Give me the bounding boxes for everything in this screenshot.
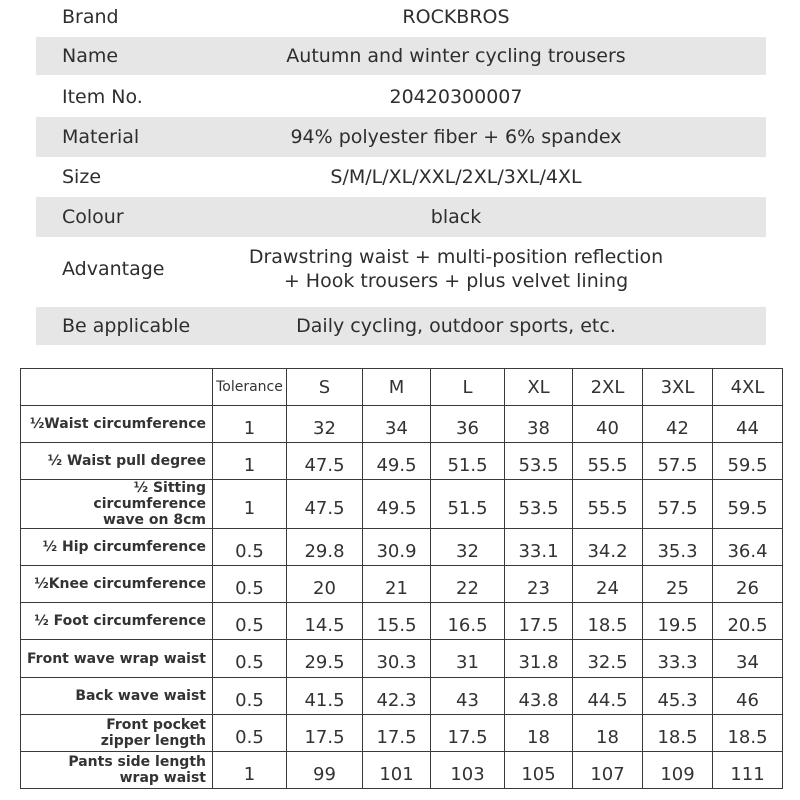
size-value-cell: 32 [287, 406, 363, 443]
size-value-cell: 36.4 [713, 529, 783, 566]
tolerance-cell: 0.5 [213, 529, 287, 566]
size-value-cell: 44 [713, 406, 783, 443]
spec-value [226, 165, 766, 189]
tolerance-cell: 0.5 [213, 640, 287, 678]
size-value-cell: 47.5 [287, 480, 363, 529]
size-value-cell: 47.5 [287, 443, 363, 480]
size-value-cell: 31 [431, 640, 505, 678]
size-value-cell: 29.5 [287, 640, 363, 678]
size-value-cell: 30.9 [363, 529, 431, 566]
size-value-cell: 45.3 [643, 678, 713, 715]
size-value-cell: 22 [431, 566, 505, 603]
measurement-label-line: ½ Hip circumference [42, 539, 206, 555]
size-value-cell: 99 [287, 752, 363, 789]
size-value-cell: 105 [505, 752, 573, 789]
size-value-cell: 40 [573, 406, 643, 443]
measurement-label [21, 566, 213, 603]
size-value-cell: 21 [363, 566, 431, 603]
size-value-cell: 29.8 [287, 529, 363, 566]
size-row [21, 603, 783, 640]
size-value-cell: 57.5 [643, 443, 713, 480]
size-value-cell: 15.5 [363, 603, 431, 640]
size-value-cell: 55.5 [573, 480, 643, 529]
measurement-label-line: wrap waist [119, 770, 206, 786]
size-value-cell: 17.5 [431, 715, 505, 752]
measurement-label-line: ½Waist circumference [29, 416, 206, 432]
measurement-label-line: Pants side length [68, 754, 206, 770]
size-value-cell: 59.5 [713, 480, 783, 529]
size-value-cell: 20.5 [713, 603, 783, 640]
spec-value-line: 20420300007 [389, 86, 523, 108]
size-value-cell: 42.3 [363, 678, 431, 715]
measurement-label-line: wave on 8cm [103, 512, 206, 528]
tolerance-cell: 1 [213, 752, 287, 789]
measurement-label-line: ½Knee circumference [34, 576, 206, 592]
size-chart-table [20, 368, 783, 789]
measurement-label-line: Back wave waist [75, 688, 206, 704]
tolerance-cell: 0.5 [213, 715, 287, 752]
size-value-cell: 17.5 [505, 603, 573, 640]
spec-value-line: Autumn and winter cycling trousers [286, 45, 626, 67]
size-header: 2XL [573, 369, 643, 406]
size-row [21, 752, 783, 789]
tolerance-cell: 1 [213, 443, 287, 480]
size-value-cell: 34 [363, 406, 431, 443]
size-value-cell: 23 [505, 566, 573, 603]
size-header: XL [505, 369, 573, 406]
spec-value [226, 44, 766, 68]
size-row [21, 406, 783, 443]
size-value-cell: 103 [431, 752, 505, 789]
size-value-cell: 44.5 [573, 678, 643, 715]
spec-label: Colour [62, 206, 124, 228]
spec-row [36, 307, 766, 345]
measurement-label-line: zipper length [100, 733, 206, 749]
size-value-cell: 51.5 [431, 443, 505, 480]
size-value-cell: 57.5 [643, 480, 713, 529]
size-value-cell: 38 [505, 406, 573, 443]
size-header: 3XL [643, 369, 713, 406]
measurement-label [21, 529, 213, 566]
spec-row [36, 37, 766, 75]
spec-label: Advantage [62, 258, 165, 280]
size-value-cell: 34.2 [573, 529, 643, 566]
size-value-cell: 53.5 [505, 480, 573, 529]
size-value-cell: 42 [643, 406, 713, 443]
size-value-cell: 18.5 [713, 715, 783, 752]
size-value-cell: 14.5 [287, 603, 363, 640]
size-value-cell: 33.1 [505, 529, 573, 566]
size-value-cell: 43 [431, 678, 505, 715]
size-value-cell: 49.5 [363, 480, 431, 529]
spec-label: Brand [62, 6, 119, 28]
measurement-label [21, 406, 213, 443]
measurement-label-line: Front wave wrap waist [27, 650, 206, 667]
spec-row [36, 0, 766, 34]
size-value-cell: 17.5 [287, 715, 363, 752]
spec-value-line: Drawstring waist + multi-position reflection [248, 246, 664, 268]
tolerance-cell: 0.5 [213, 678, 287, 715]
tolerance-cell: 1 [213, 480, 287, 529]
size-header: S [287, 369, 363, 406]
size-value-cell: 25 [643, 566, 713, 603]
size-value-cell: 19.5 [643, 603, 713, 640]
size-value-cell: 109 [643, 752, 713, 789]
spec-label: Size [62, 166, 102, 188]
size-value-cell: 31.8 [505, 640, 573, 678]
size-value-cell: 101 [363, 752, 431, 789]
size-value-cell: 18.5 [573, 603, 643, 640]
tolerance-cell: 0.5 [213, 603, 287, 640]
measurement-label [21, 715, 213, 752]
spec-label: Item No. [62, 86, 143, 108]
size-value-cell: 26 [713, 566, 783, 603]
tolerance-cell: 1 [213, 406, 287, 443]
tolerance-header: Tolerance [213, 369, 287, 406]
measurement-label [21, 640, 213, 678]
size-row [21, 443, 783, 480]
size-row [21, 566, 783, 603]
size-value-cell: 41.5 [287, 678, 363, 715]
size-value-cell: 18.5 [643, 715, 713, 752]
size-row [21, 715, 783, 752]
spec-value [226, 85, 766, 109]
size-value-cell: 18 [505, 715, 573, 752]
spec-value-line: black [430, 206, 482, 228]
size-value-cell: 53.5 [505, 443, 573, 480]
size-value-cell: 107 [573, 752, 643, 789]
spec-row [36, 78, 766, 116]
size-value-cell: 30.3 [363, 640, 431, 678]
measurement-label-line: ½ Sitting circumference [93, 480, 206, 512]
size-value-cell: 33.3 [643, 640, 713, 678]
size-row [21, 640, 783, 678]
spec-label: Name [62, 45, 119, 67]
measurement-label-line: ½ Foot circumference [34, 613, 206, 629]
size-value-cell: 49.5 [363, 443, 431, 480]
size-value-cell: 24 [573, 566, 643, 603]
spec-row [36, 240, 766, 298]
size-value-cell: 43.8 [505, 678, 573, 715]
spec-value-line: S/M/L/XL/XXL/2XL/3XL/4XL [330, 166, 582, 188]
spec-row [36, 158, 766, 196]
spec-value-line: + Hook trousers + plus velvet lining [283, 270, 629, 292]
measurement-label-line: Front pocket [106, 717, 206, 733]
spec-value [226, 5, 766, 29]
measurement-label [21, 480, 213, 529]
size-value-cell: 18 [573, 715, 643, 752]
spec-value-line: Daily cycling, outdoor sports, etc. [296, 315, 616, 337]
size-value-cell: 55.5 [573, 443, 643, 480]
measurement-label [21, 443, 213, 480]
measurement-label-line: ½ Waist pull degree [47, 453, 206, 469]
size-value-cell: 32.5 [573, 640, 643, 678]
size-value-cell: 17.5 [363, 715, 431, 752]
size-header: L [431, 369, 505, 406]
size-value-cell: 35.3 [643, 529, 713, 566]
measurement-label [21, 603, 213, 640]
size-row [21, 480, 783, 529]
size-value-cell: 20 [287, 566, 363, 603]
size-header-row [21, 369, 783, 406]
size-header: M [363, 369, 431, 406]
size-row [21, 678, 783, 715]
size-value-cell: 32 [431, 529, 505, 566]
size-value-cell: 111 [713, 752, 783, 789]
size-value-cell: 16.5 [431, 603, 505, 640]
spec-label: Be applicable [62, 315, 191, 337]
measurement-label [21, 752, 213, 789]
size-value-cell: 51.5 [431, 480, 505, 529]
spec-value [226, 245, 766, 293]
corner-cell [21, 369, 213, 406]
measurement-label [21, 678, 213, 715]
spec-label: Material [62, 126, 140, 148]
spec-value-line: 94% polyester fiber + 6% spandex [290, 126, 622, 148]
size-value-cell: 46 [713, 678, 783, 715]
size-value-cell: 36 [431, 406, 505, 443]
tolerance-cell: 0.5 [213, 566, 287, 603]
size-value-cell: 34 [713, 640, 783, 678]
spec-value [226, 205, 766, 229]
size-row [21, 529, 783, 566]
size-value-cell: 59.5 [713, 443, 783, 480]
spec-row [36, 117, 766, 157]
size-header: 4XL [713, 369, 783, 406]
spec-value [226, 314, 766, 338]
spec-value-line: ROCKBROS [402, 6, 510, 28]
spec-value [226, 125, 766, 149]
spec-row [36, 197, 766, 237]
